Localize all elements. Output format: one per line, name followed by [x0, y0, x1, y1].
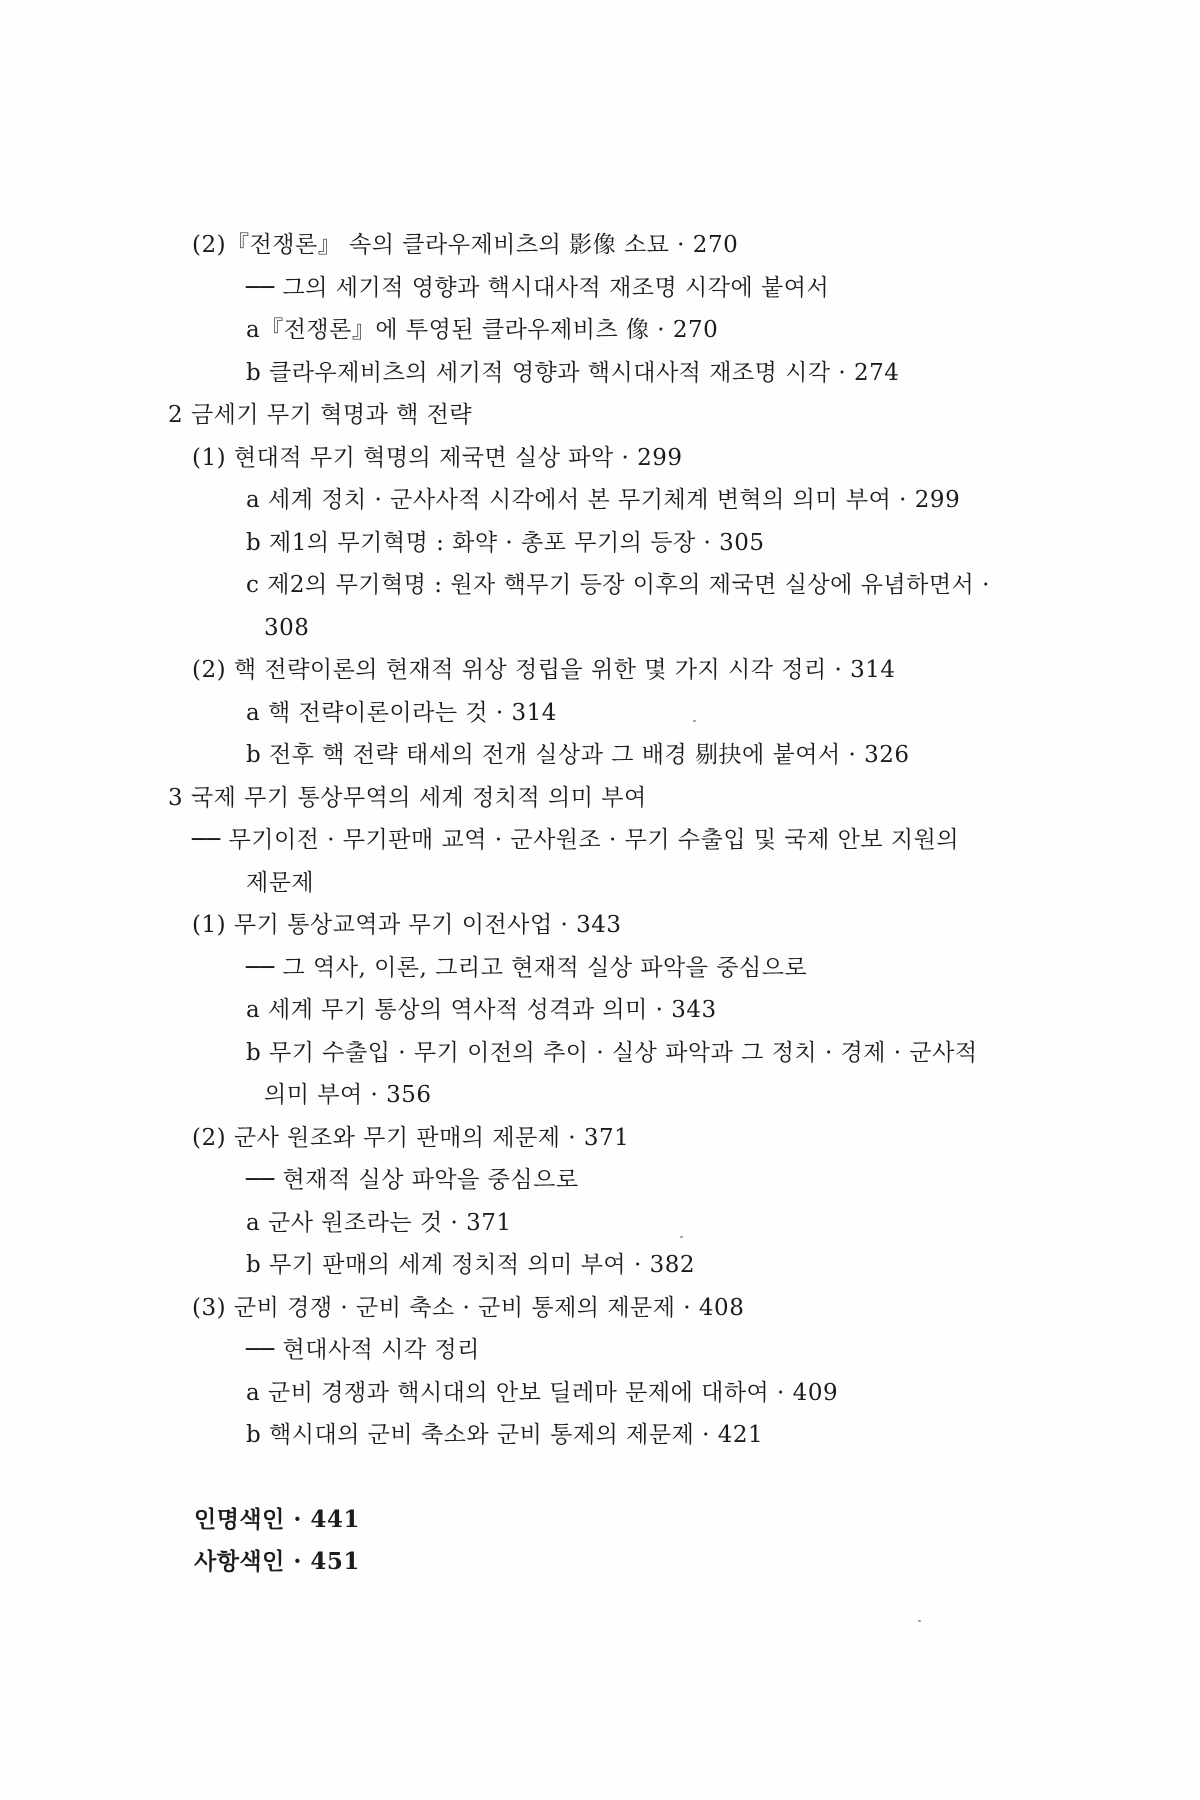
toc-subsection-2: (2)『전쟁론』 속의 클라우제비츠의 影像 소묘 · 270	[192, 232, 739, 258]
toc-entry-b: b 제1의 무기혁명 : 화약 · 총포 무기의 등장 · 305	[246, 529, 765, 556]
scan-speck	[918, 1620, 921, 1622]
toc-subtitle-continuation: 제문제	[246, 869, 315, 896]
toc-entry-b: b 핵시대의 군비 축소와 군비 통제의 제문제 · 421	[246, 1422, 764, 1448]
toc-entry-a: a 핵 전략이론이라는 것 · 314	[246, 699, 557, 726]
toc-entry-c: c 제2의 무기혁명 : 원자 핵무기 등장 이후의 제국면 실상에 유념하면서 ·	[246, 572, 990, 598]
toc-subtitle: ── 현재적 실상 파악을 중심으로	[246, 1167, 579, 1193]
spacer	[168, 1457, 1068, 1499]
toc-entry-a: a 군사 원조라는 것 · 371	[246, 1209, 512, 1236]
scan-speck	[693, 720, 696, 722]
toc-entry-b: b 클라우제비츠의 세기적 영향과 핵시대사적 재조명 시각 · 274	[246, 359, 900, 386]
table-of-contents	[168, 224, 1068, 1584]
toc-entry-a: a『전쟁론』에 투영된 클라우제비츠 像 · 270	[246, 317, 719, 343]
person-index-entry: 인명색인 · 441	[194, 1505, 360, 1533]
toc-entry-b: b 무기 수출입 · 무기 이전의 추이 · 실상 파악과 그 정치 · 경제 · 군사적	[246, 1039, 978, 1066]
toc-subtitle: ── 무기이전 · 무기판매 교역 · 군사원조 · 무기 수출입 및 국제 안보 지원의	[192, 827, 960, 853]
toc-entry-continuation: 의미 부여 · 356	[264, 1082, 432, 1108]
toc-entry-continuation: 308	[264, 614, 310, 641]
toc-section-2: 2 금세기 무기 혁명과 핵 전략	[168, 402, 473, 428]
toc-entry-a: a 군비 경쟁과 핵시대의 안보 딜레마 문제에 대하여 · 409	[246, 1379, 839, 1406]
toc-subtitle: ── 그 역사, 이론, 그리고 현재적 실상 파악을 중심으로	[246, 954, 808, 981]
toc-subsection-2: (2) 군사 원조와 무기 판매의 제문제 · 371	[192, 1124, 630, 1151]
toc-subsection-1: (1) 무기 통상교역과 무기 이전사업 · 343	[192, 912, 622, 938]
scan-speck	[680, 1236, 683, 1238]
toc-entry-b: b 전후 핵 전략 태세의 전개 실상과 그 배경 剔抉에 붙여서 · 326	[246, 742, 910, 768]
toc-subsection-2: (2) 핵 전략이론의 현재적 위상 정립을 위한 몇 가지 시각 정리 · 314	[192, 657, 896, 683]
toc-subtitle: ── 현대사적 시각 정리	[246, 1337, 480, 1363]
index-block	[168, 1499, 1068, 1584]
toc-entry-b: b 무기 판매의 세계 정치적 의미 부여 · 382	[246, 1252, 695, 1278]
subject-index-entry: 사항색인 · 451	[194, 1548, 360, 1575]
toc-subtitle: ── 그의 세기적 영향과 핵시대사적 재조명 시각에 붙여서	[246, 274, 830, 301]
toc-entry-a: a 세계 무기 통상의 역사적 성격과 의미 · 343	[246, 997, 717, 1023]
toc-section-3: 3 국제 무기 통상무역의 세계 정치적 의미 부여	[168, 784, 647, 811]
toc-subsection-1: (1) 현대적 무기 혁명의 제국면 실상 파악 · 299	[192, 444, 683, 471]
toc-entry-a: a 세계 정치 · 군사사적 시각에서 본 무기체계 변혁의 의미 부여 · 299	[246, 487, 961, 513]
toc-subsection-3: (3) 군비 경쟁 · 군비 축소 · 군비 통제의 제문제 · 408	[192, 1294, 745, 1321]
